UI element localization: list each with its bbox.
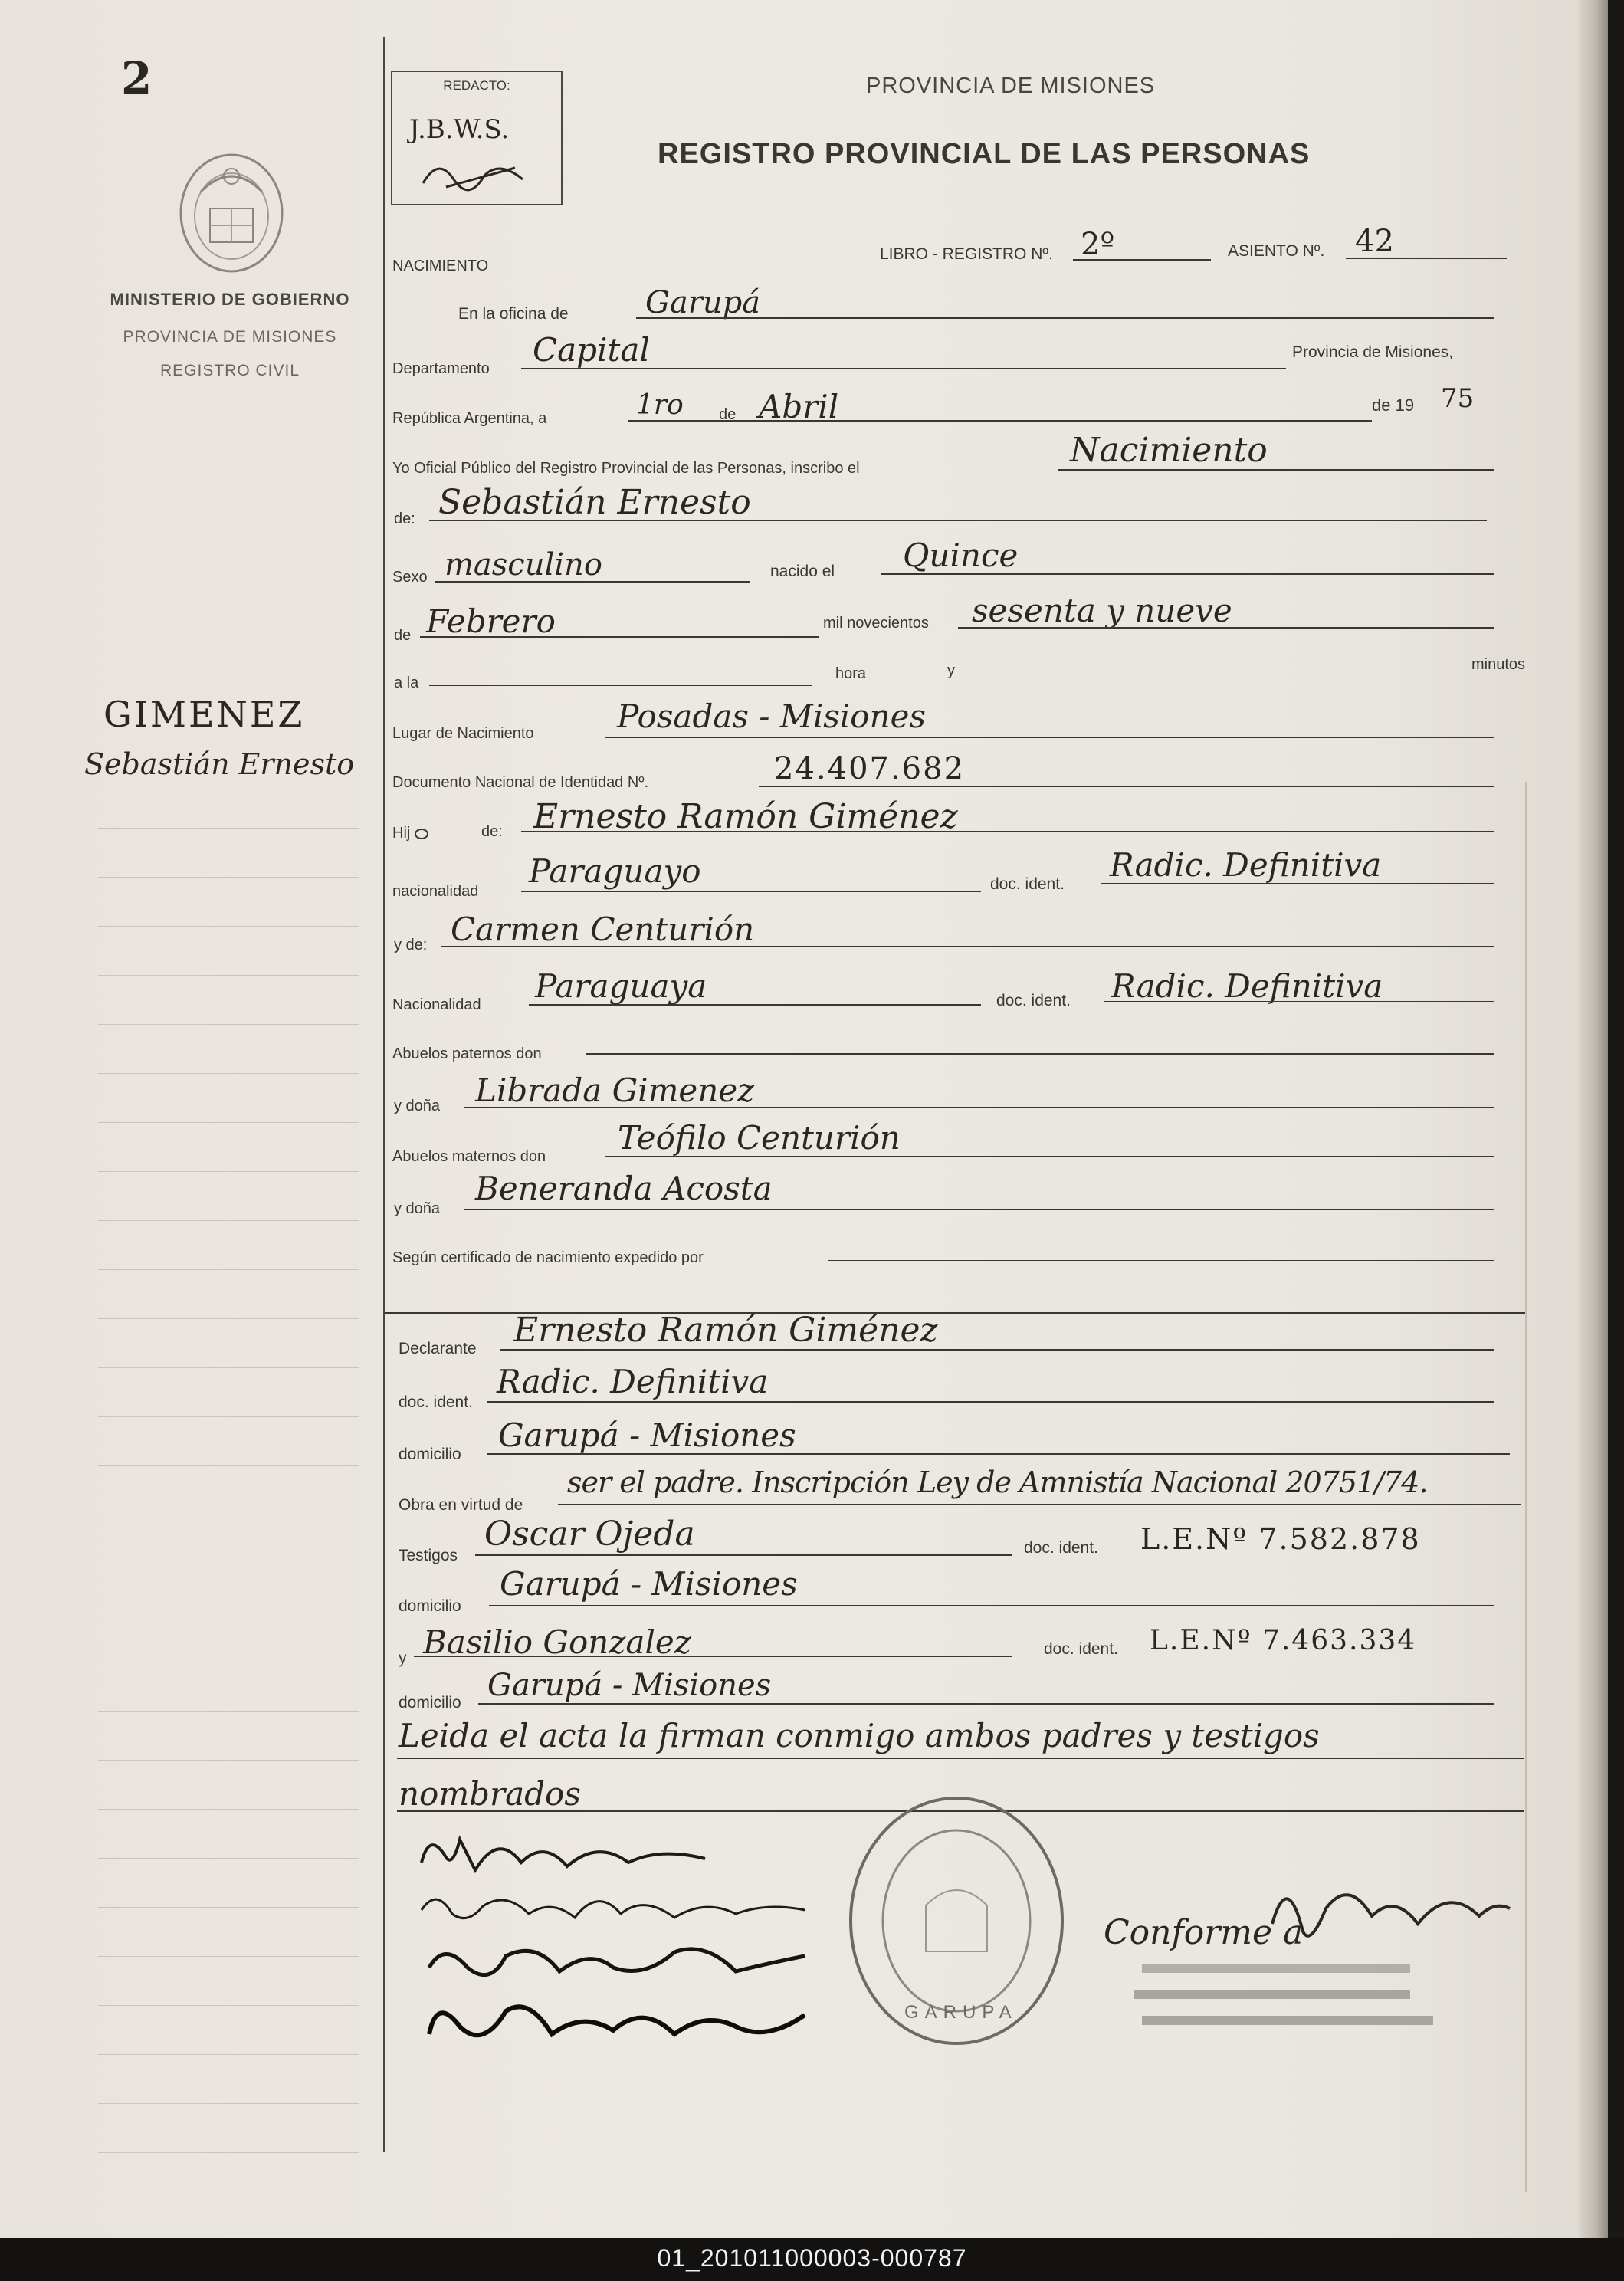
seal-city: GARUPA [904,2002,1018,2023]
a-la-label: a la [394,674,419,691]
testigo2-doc-label: doc. ident. [1044,1640,1118,1658]
y-dona-mat-label: y doña [394,1200,441,1217]
margin-rule [98,1318,359,1319]
margin-rule [98,1073,359,1074]
testigo2-dom-value: Garupá - Misiones [487,1668,772,1703]
margin-rule [98,877,359,878]
testigo2-dom-label: domicilio [399,1694,461,1712]
margin-rule [98,2005,359,2006]
dia-nac-value: Quince [903,537,1019,574]
testigos-label: Testigos [399,1547,458,1564]
libro-label: LIBRO - REGISTRO Nº. [880,245,1053,263]
hora-label: hora [835,665,867,682]
testigo1-dom-value: Garupá - Misiones [500,1565,798,1603]
page-number: 2 [121,52,153,104]
province-header: PROVINCIA DE MISIONES [866,74,1156,98]
madre-value: Carmen Centurión [451,911,755,948]
minutos-label: minutos [1471,656,1526,673]
margin-rule [98,1858,359,1859]
margin-rule [98,1416,359,1417]
doc-ident-padre-label: doc. ident. [990,875,1065,893]
signature-mother-icon [414,1879,812,1941]
y-de-label: y de: [394,937,428,953]
testigo1-dom-label: domicilio [399,1597,461,1615]
frame-left-line [383,37,385,2152]
nacionalidad2-label: Nacionalidad [392,996,481,1013]
nombre-label: de: [394,510,415,527]
margin-rule [98,926,359,927]
margin-rule [98,2103,359,2104]
coat-of-arms-icon [170,146,293,280]
margin-rule [98,975,359,976]
ano-value: 75 [1441,383,1475,414]
mes-value: Abril [759,388,839,425]
doc-padre-value: Radic. Definitiva [1110,846,1382,884]
provincia-suffix: Provincia de Misiones, [1292,343,1454,361]
libro-value: 2º [1081,227,1115,262]
margin-rule [98,1171,359,1172]
margin-rule [98,1367,359,1368]
ano-nac-value: sesenta y nueve [972,592,1232,629]
testigo2-doc-value: L.E.Nº 7.463.334 [1150,1625,1417,1656]
decl-doc-value: Radic. Definitiva [497,1363,769,1400]
doc-madre-value: Radic. Definitiva [1111,967,1383,1005]
ministry-title: MINISTERIO DE GOBIERNO [110,290,350,309]
nac-padre-value: Paraguayo [529,852,701,890]
abuela-mat-value: Beneranda Acosta [475,1170,773,1207]
official-stamp-block [1127,1956,1448,2048]
abuelos-mat-label: Abuelos maternos don [392,1148,546,1165]
sexo-label: Sexo [392,569,428,586]
y-label: y [947,662,955,679]
redacto-signature-icon [415,153,530,199]
yo-oficial-label: Yo Oficial Público del Registro Provincial de las Personas, inscribo el [392,460,860,477]
declarante-label: Declarante [399,1340,477,1357]
testigo1-value: Oscar Ojeda [484,1515,695,1554]
margin-rule [98,1907,359,1908]
mes-nac-value: Febrero [426,602,556,640]
conforme-text: Conforme a [1104,1913,1304,1952]
dni-label: Documento Nacional de Identidad Nº. [392,774,649,791]
declarante-value: Ernesto Ramón Giménez [513,1311,938,1350]
decl-dom-label: domicilio [399,1446,461,1463]
margin-rule [98,1122,359,1123]
departamento-label: Departamento [392,360,490,377]
margin-rule [98,1465,359,1466]
ministry-registry: REGISTRO CIVIL [159,362,300,379]
abuelos-pat-label: Abuelos paternos don [392,1045,542,1062]
binding-edge [1579,0,1608,2238]
signature-witness2-icon [414,1988,812,2065]
testigo1-doc-value: L.E.Nº 7.582.878 [1140,1522,1421,1556]
margin-rule [98,1220,359,1221]
de1-label: de [719,406,737,423]
signature-witness1-icon [414,1933,812,1994]
footer-filename: 01_201011000003-000787 [657,2244,967,2272]
oficina-value: Garupá [645,285,761,320]
y2-label: y [399,1649,407,1667]
lugar-value: Posadas - Misiones [617,697,926,735]
abuelo-mat-value: Teófilo Centurión [618,1119,901,1157]
obra-value: ser el padre. Inscripción Ley de Amnistía Nacional 20751/74. [567,1465,1428,1499]
lugar-label: Lugar de Nacimiento [392,725,534,742]
section-label: NACIMIENTO [392,258,489,274]
asiento-label: ASIENTO Nº. [1228,242,1325,260]
padre-value: Ernesto Ramón Giménez [533,797,958,836]
margin-rule [98,828,359,829]
republica-label: República Argentina, a [392,410,547,427]
de2-label: de [394,627,412,644]
oficina-label: En la oficina de [458,305,569,323]
segun-label: Según certificado de nacimiento expedido por [392,1249,704,1266]
y-dona-pat-label: y doña [394,1098,441,1114]
dia-value: 1ro [636,389,684,421]
decl-doc-label: doc. ident. [399,1393,473,1411]
margin-rule [98,1269,359,1270]
testigo1-doc-label: doc. ident. [1024,1539,1098,1557]
registry-header: REGISTRO PROVINCIAL DE LAS PERSONAS [658,138,1311,170]
nacido-label: nacido el [770,563,835,580]
asiento-value: 42 [1355,224,1394,259]
mil-novecientos-label: mil novecientos [823,615,929,632]
sexo-value: masculino [445,547,602,583]
hijo-text: Hij [392,825,411,842]
dni-value: 24.407.682 [774,751,966,786]
frame-right-line [1525,782,1527,2192]
margin-surname: GIMENEZ [103,694,305,735]
hijo-label [392,825,428,842]
official-signature-icon [1257,1863,1517,1954]
nombre-value: Sebastián Ernesto [438,483,751,522]
margin-rule [98,1024,359,1025]
redacto-label: REDACTO: [443,78,510,93]
margin-rule [98,1809,359,1810]
signature-father-icon [414,1824,720,1886]
cierre-line2: nombrados [399,1775,581,1813]
de-ano-label: de 19 [1372,395,1415,415]
abuela-pat-value: Librada Gimenez [475,1072,755,1109]
testigo2-value: Basilio Gonzalez [423,1623,691,1661]
acto-value: Nacimiento [1070,431,1268,470]
margin-rule [98,1760,359,1761]
decl-dom-value: Garupá - Misiones [498,1416,796,1454]
margin-names: Sebastián Ernesto [84,747,355,781]
hijo-de-label: de: [481,823,503,840]
margin-rule [98,1711,359,1712]
redacto-box [391,71,563,205]
margin-rule [98,2054,359,2055]
obra-label: Obra en virtud de [399,1496,523,1514]
doc-ident-madre-label: doc. ident. [996,992,1071,1009]
cierre-line1: Leida el acta la firman conmigo ambos padres y testigos [399,1717,1320,1754]
departamento-value: Capital [533,331,650,369]
nacionalidad-label: nacionalidad [392,883,479,900]
margin-rule [98,2152,359,2153]
nac-madre-value: Paraguaya [535,967,707,1005]
ministry-province: PROVINCIA DE MISIONES [123,328,337,346]
redacto-value: J.B.W.S. [409,114,510,145]
margin-rule [98,1956,359,1957]
